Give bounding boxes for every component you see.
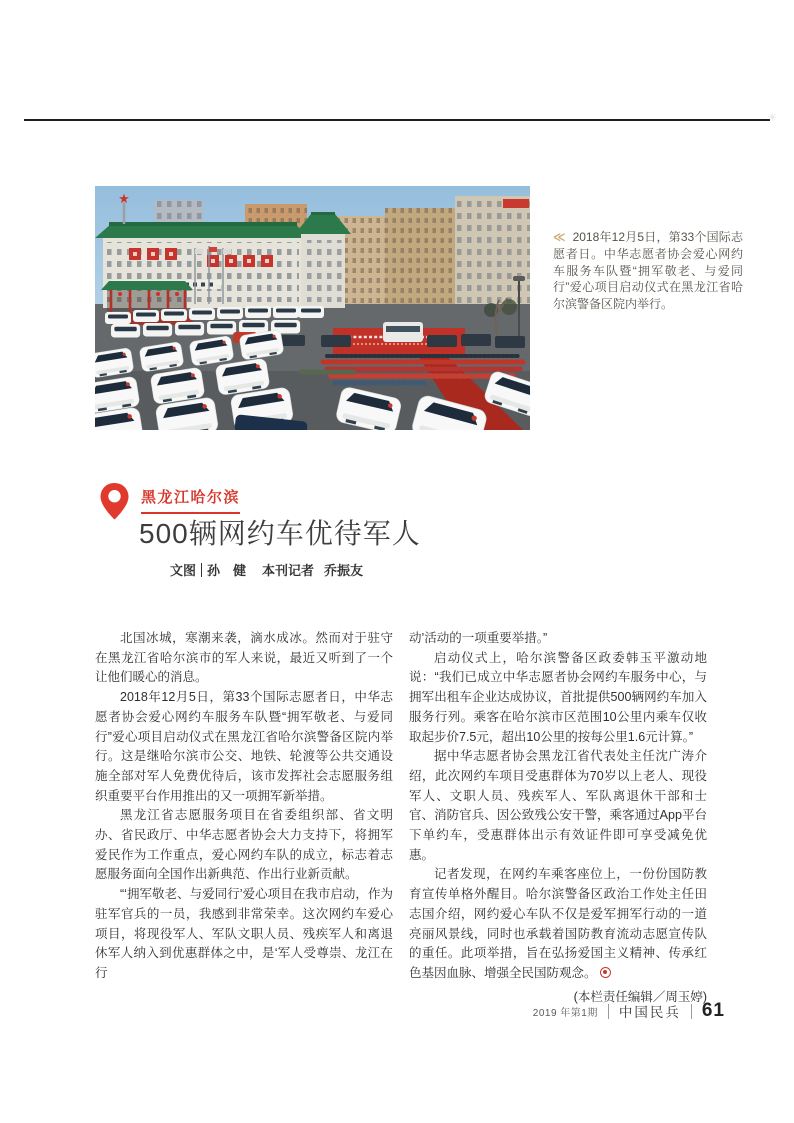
photo-caption <box>553 229 743 313</box>
body-column-right <box>409 629 707 1007</box>
byline <box>170 560 363 579</box>
byline-label: 文图 <box>170 563 197 578</box>
body-paragraph: 据中华志愿者协会黑龙江省代表处主任沈广涛介绍，此次网约车项目受惠群体为70岁以上老人、现役军人、文职人员、残疾军人、军队离退休干部和士官、消防官兵、因公致残公安干警，乘客通过App平台下单约车，受惠群体出示有效证件即可享受减免优惠。 <box>409 749 707 862</box>
svg-text:★: ★ <box>118 191 130 206</box>
body-paragraph: 黑龙江省志愿服务项目在省委组织部、省文明办、省民政厅、中华志愿者协会大力支持下，将拥军爱民作为工作重点，爱心网约车队的成立，标志着志愿服务面向全国作出新典范、作出行业新贡献。 <box>95 808 393 882</box>
caption-marker-icon: ≪ <box>553 230 564 244</box>
footer-magazine: 中国民兵 <box>618 1005 681 1020</box>
top-rule <box>24 119 770 121</box>
byline-role: 本刊记者 <box>262 563 315 578</box>
footer-page-number: 61 <box>701 1000 725 1021</box>
article-body <box>95 629 707 1007</box>
event-photo <box>95 186 530 430</box>
footer-divider <box>691 1004 692 1019</box>
editor-credit: (本栏责任编辑／周玉婷) <box>573 989 707 1004</box>
body-paragraph: 记者发现，在网约车乘客座位上，一份份国防教育宣传单格外醒目。哈尔滨警备区政治工作处主任田志国介绍，网约爱心车队不仅是爱军拥军行动的一道亮丽风景线，同时也承载着国防教育流动志愿宣传队的重任。此项举措，旨在弘扬爱国主义精神、传承红色基因血脉、增强全民国防观念。 <box>409 867 707 980</box>
footer-divider <box>608 1004 609 1019</box>
byline-divider <box>201 563 202 577</box>
page-footer <box>533 1000 725 1022</box>
byline-reporter: 乔振友 <box>324 563 364 578</box>
body-paragraph: 动’活动的一项重要举措。” <box>409 631 548 645</box>
location-pin-icon <box>99 482 130 527</box>
body-paragraph: 启动仪式上，哈尔滨警备区政委韩玉平激动地说：“我们已成立中华志愿者协会网约车服务中心，与拥军出租车企业达成协议，首批提供500辆网约车加入服务行列。乘客在哈尔滨市区范围10公里内乘车仅收取起步价7.5元，超出10公里的按每公里1.6元计算。” <box>409 650 707 744</box>
body-column-left <box>95 629 393 1007</box>
article-end-icon <box>600 967 611 978</box>
location-tag: 黑龙江哈尔滨 <box>141 486 240 514</box>
article-title: 500辆网约车优待军人 <box>139 518 421 549</box>
rule-ornament-icon: ✳ <box>768 112 778 124</box>
photo-caption-text: 2018年12月5日，第33个国际志愿者日。中华志愿者协会爱心网约车服务车队暨“拥军敬老、与爱同行”爱心项目启动仪式在黑龙江省哈尔滨警备区院内举行。 <box>553 230 743 312</box>
body-paragraph: 北国冰城，寒潮来袭，滴水成冰。然而对于驻守在黑龙江省哈尔滨市的军人来说，最近又听到了一个让他们暖心的消息。 <box>95 631 393 685</box>
body-paragraph: “‘拥军敬老、与爱同行’爱心项目在我市启动，作为驻军官兵的一员，我感到非常荣幸。这次网约车爱心项目，将现役军人、军队文职人员、残疾军人和离退休军人纳入到优惠群体之中，是‘军人受尊崇、龙江在行 <box>95 887 393 980</box>
byline-author: 孙 健 <box>207 563 247 578</box>
footer-issue: 2019 年第1期 <box>532 1007 598 1019</box>
body-paragraph: 2018年12月5日，第33个国际志愿者日，中华志愿者协会爱心网约车服务车队暨“拥军敬老、与爱同行”爱心项目启动仪式在黑龙江省哈尔滨警备区院内举行。这是继哈尔滨市公交、地铁、轮渡等公共交通设施全部对军人免费优待后，该市发挥社会志愿服务组织重要平台作用推出的又一项拥军新举措。 <box>95 690 393 803</box>
